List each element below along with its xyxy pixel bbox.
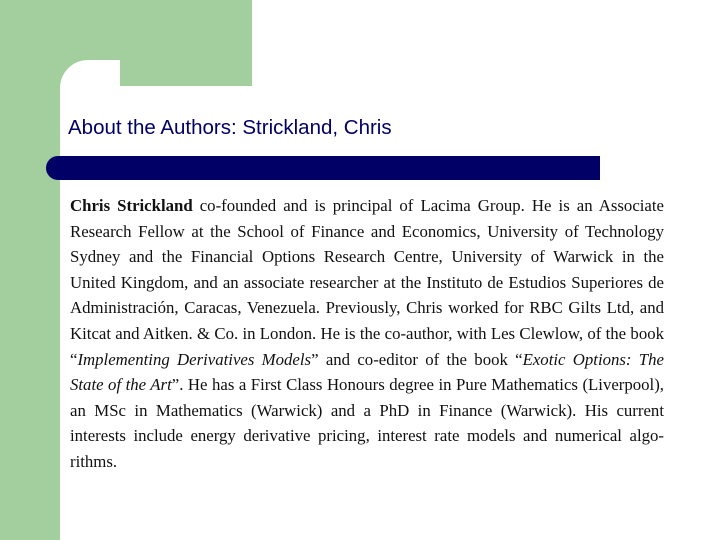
decorative-rounded-corner (60, 60, 120, 120)
bio-text-part-1: co-founded and is principal of Lacima Group. He is an Associate Research Fellow at the School of Finance and Economics, University of Technology Sydney and the Financial Options Research Centre, University of Warwick in the United Kingdom, and an associate researcher at the Instituto de Estudios Superiores de Administración, Caracas, Venezuela. Previously, Chris worked for RBC Gilts Ltd, and Kitcat and Aitken. & Co. in London. He is the co-author, with Les Clewlow, of the book “ (70, 196, 664, 369)
author-name: Chris Strickland (70, 196, 193, 215)
book-title-2: Exotic Options: The State of the Art (70, 349, 664, 395)
title-underline-bar (46, 156, 600, 180)
decorative-green-sidebar (0, 0, 60, 540)
book-title-1: Implementing Derivatives Models (77, 349, 312, 369)
bio-text-part-2: ” and co-editor of the book “ (311, 349, 523, 369)
slide-title: About the Authors: Strickland, Chris (68, 116, 392, 139)
bio-text-part-3: ”. He has a First Class Honours degree in Pure Mathematics (Liverpool), an MSc in Mathematics (Warwick) and a PhD in Finance (Warwick). His current interests include energy derivative pricing, interest rate models and numerical algorithms. (70, 375, 664, 471)
author-bio-paragraph (70, 193, 664, 475)
